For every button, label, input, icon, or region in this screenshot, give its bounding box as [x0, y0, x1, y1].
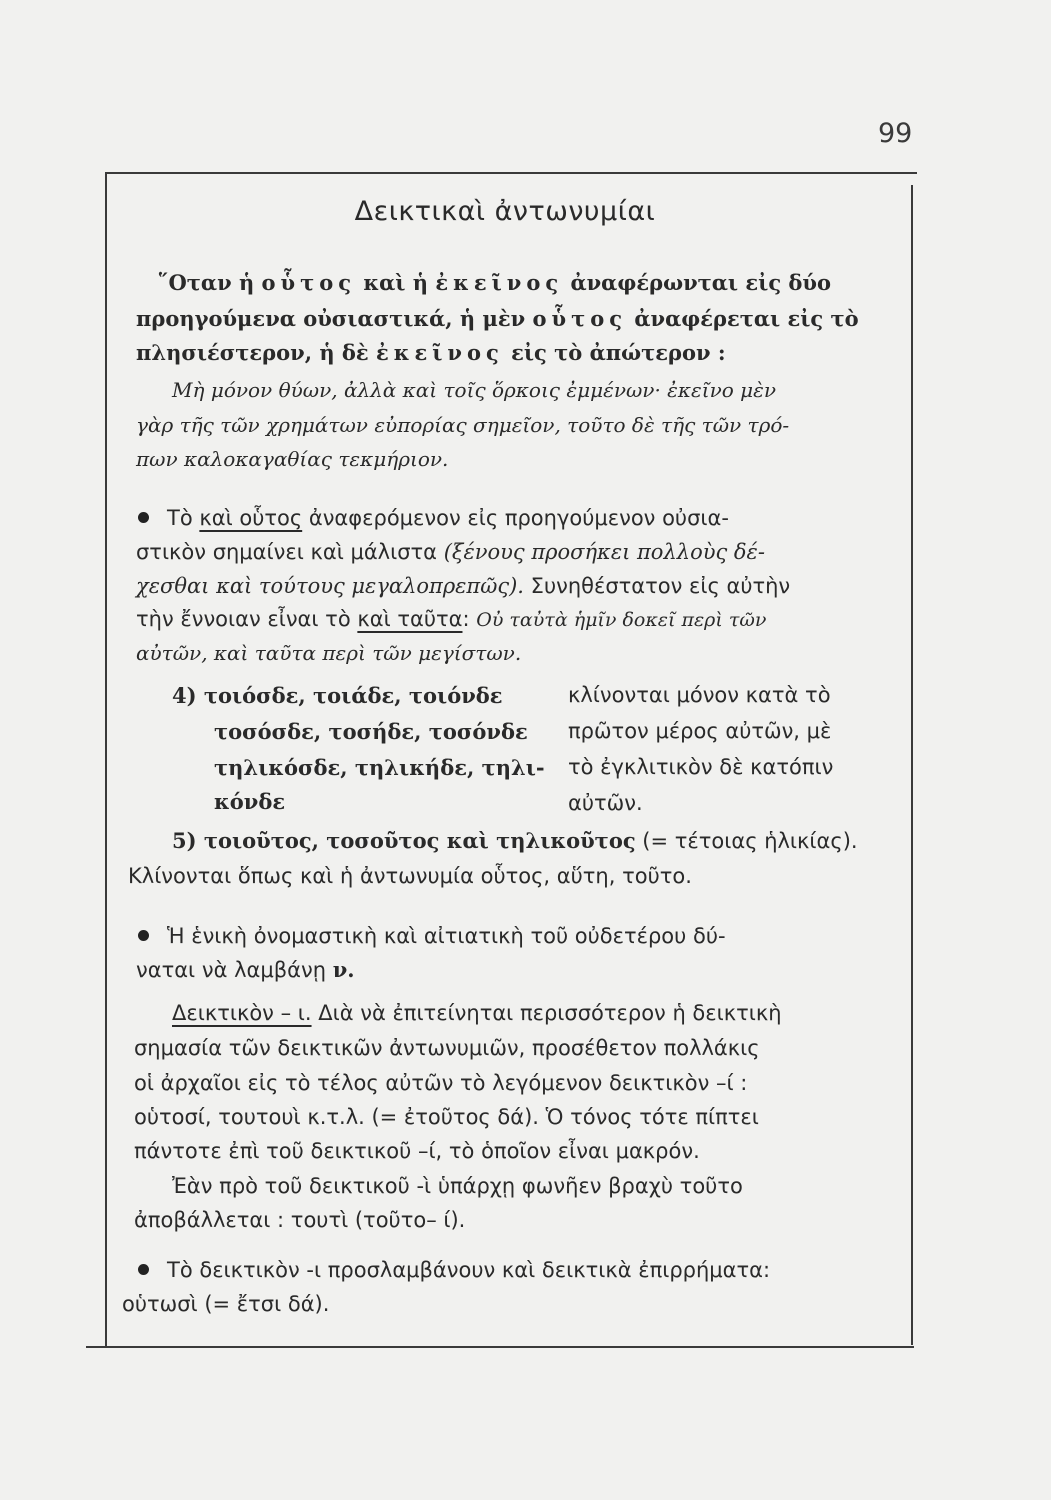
- item4-left-line: τηλικόσδε, τηλικήδε, τηλι-: [214, 755, 545, 780]
- example-line-1: Μὴ μόνον θύων, ἀλλὰ καὶ τοῖς ὅρκοις ἐμμένων· ἐκεῖνο μὲν: [172, 378, 777, 402]
- item4-right-line: τὸ ἐγκλιτικὸν δὲ κατόπιν: [568, 755, 834, 779]
- frame-bottom-rule: [86, 1346, 914, 1348]
- note3-line-1: Τὸ δεικτικὸν -ι προσλαμβάνουν καὶ δεικτικὰ ἐπιρρήματα:: [138, 1258, 770, 1282]
- deiktikon-line-2: σημασία τῶν δεικτικῶν ἀντωνυμιῶν, προσέθετον πολλάκις: [134, 1036, 760, 1060]
- example-line-2: γὰρ τῆς τῶν χρημάτων εὐπορίας σημεῖον, τοῦτο δὲ τῆς τῶν τρό-: [136, 413, 790, 437]
- section-title: Δεικτικαὶ ἀντωνυμίαι: [354, 196, 656, 227]
- note1-line-1: Τὸ καὶ οὗτος ἀναφερόμενον εἰς προηγούμενον οὐσια-: [138, 506, 729, 530]
- deiktikon-line-5: πάντοτε ἐπὶ τοῦ δεικτικοῦ –ί, τὸ ὁποῖον εἶναι μακρόν.: [134, 1139, 700, 1163]
- intro-line-3: πλησιέστερον, ἡ δὲ ἐκεῖνος εἰς τὸ ἀπώτερον :: [136, 340, 726, 365]
- item5-line-1: 5) τοιοῦτος, τοσοῦτος καὶ τηλικοῦτος (= τέτοιας ἡλικίας).: [172, 828, 858, 853]
- deiktikon-line-6: Ἐὰν πρὸ τοῦ δεικτικοῦ -ὶ ὑπάρχῃ φωνῆεν βραχὺ τοῦτο: [172, 1174, 743, 1198]
- item4-right-line: πρῶτον μέρος αὐτῶν, μὲ: [568, 719, 832, 743]
- bullet-icon: [138, 1264, 149, 1275]
- deiktikon-line-7: ἀποβάλλεται : τουτὶ (τοῦτο– ί).: [134, 1208, 466, 1232]
- item4-left-line: κόνδε: [214, 789, 286, 814]
- item4-right-line: κλίνονται μόνον κατὰ τὸ: [568, 683, 831, 707]
- item4-right-line: αὐτῶν.: [568, 791, 643, 815]
- intro-line-1: ῞Οταν ἡ οὗτος καὶ ἡ ἐκεῖνος ἀναφέρωνται εἰς δύο: [158, 270, 832, 295]
- note2-line-2: ναται νὰ λαμβάνῃ ν.: [136, 957, 355, 982]
- item5-line-2: Κλίνονται ὅπως καὶ ἡ ἀντωνυμία οὗτος, αὕτη, τοῦτο.: [128, 864, 692, 888]
- page-number: 99: [878, 118, 913, 149]
- note2-line-1: Ἡ ἑνικὴ ὀνομαστικὴ καὶ αἰτιατικὴ τοῦ οὐδετέρου δύ-: [138, 924, 726, 948]
- note1-line-3: χεσθαι καὶ τούτους μεγαλοπρεπῶς). Συνηθέστατον εἰς αὐτὴν: [136, 574, 791, 598]
- frame-right-rule: [911, 185, 913, 1345]
- note1-line-4: τὴν ἔννοιαν εἶναι τὸ καὶ ταῦτα: Οὐ ταὐτὰ ἡμῖν δοκεῖ περὶ τῶν: [136, 607, 767, 631]
- frame-left-rule: [105, 172, 107, 1347]
- bullet-icon: [138, 930, 149, 941]
- note1-line-2: στικὸν σημαίνει καὶ μάλιστα (ξένους προσήκει πολλοὺς δέ-: [136, 540, 765, 564]
- deiktikon-line-4: οὑτοσί, τουτουὶ κ.τ.λ. (= ἐτοῦτος δά). Ὁ τόνος τότε πίπτει: [134, 1105, 759, 1129]
- item4-left-line: τοσόσδε, τοσήδε, τοσόνδε: [214, 719, 528, 744]
- deiktikon-line-3: οἱ ἀρχαῖοι εἰς τὸ τέλος αὐτῶν τὸ λεγόμενον δεικτικὸν –ί :: [134, 1071, 748, 1095]
- intro-line-2: προηγούμενα οὐσιαστικά, ἡ μὲν οὗτος ἀναφέρεται εἰς τὸ: [136, 306, 859, 331]
- example-line-3: πων καλοκαγαθίας τεκμήριον.: [136, 447, 449, 471]
- item4-left-line: 4) τοιόσδε, τοιάδε, τοιόνδε: [172, 683, 503, 708]
- deiktikon-line-1: Δεικτικὸν – ι. Διὰ νὰ ἐπιτείνηται περισσότερον ἡ δεικτικὴ: [172, 1001, 782, 1025]
- bullet-icon: [138, 512, 149, 523]
- frame-top-rule: [105, 172, 917, 174]
- note3-line-2: οὑτωσὶ (= ἔτσι δά).: [122, 1292, 330, 1316]
- note1-line-5: αὐτῶν, καὶ ταῦτα περὶ τῶν μεγίστων.: [136, 641, 522, 665]
